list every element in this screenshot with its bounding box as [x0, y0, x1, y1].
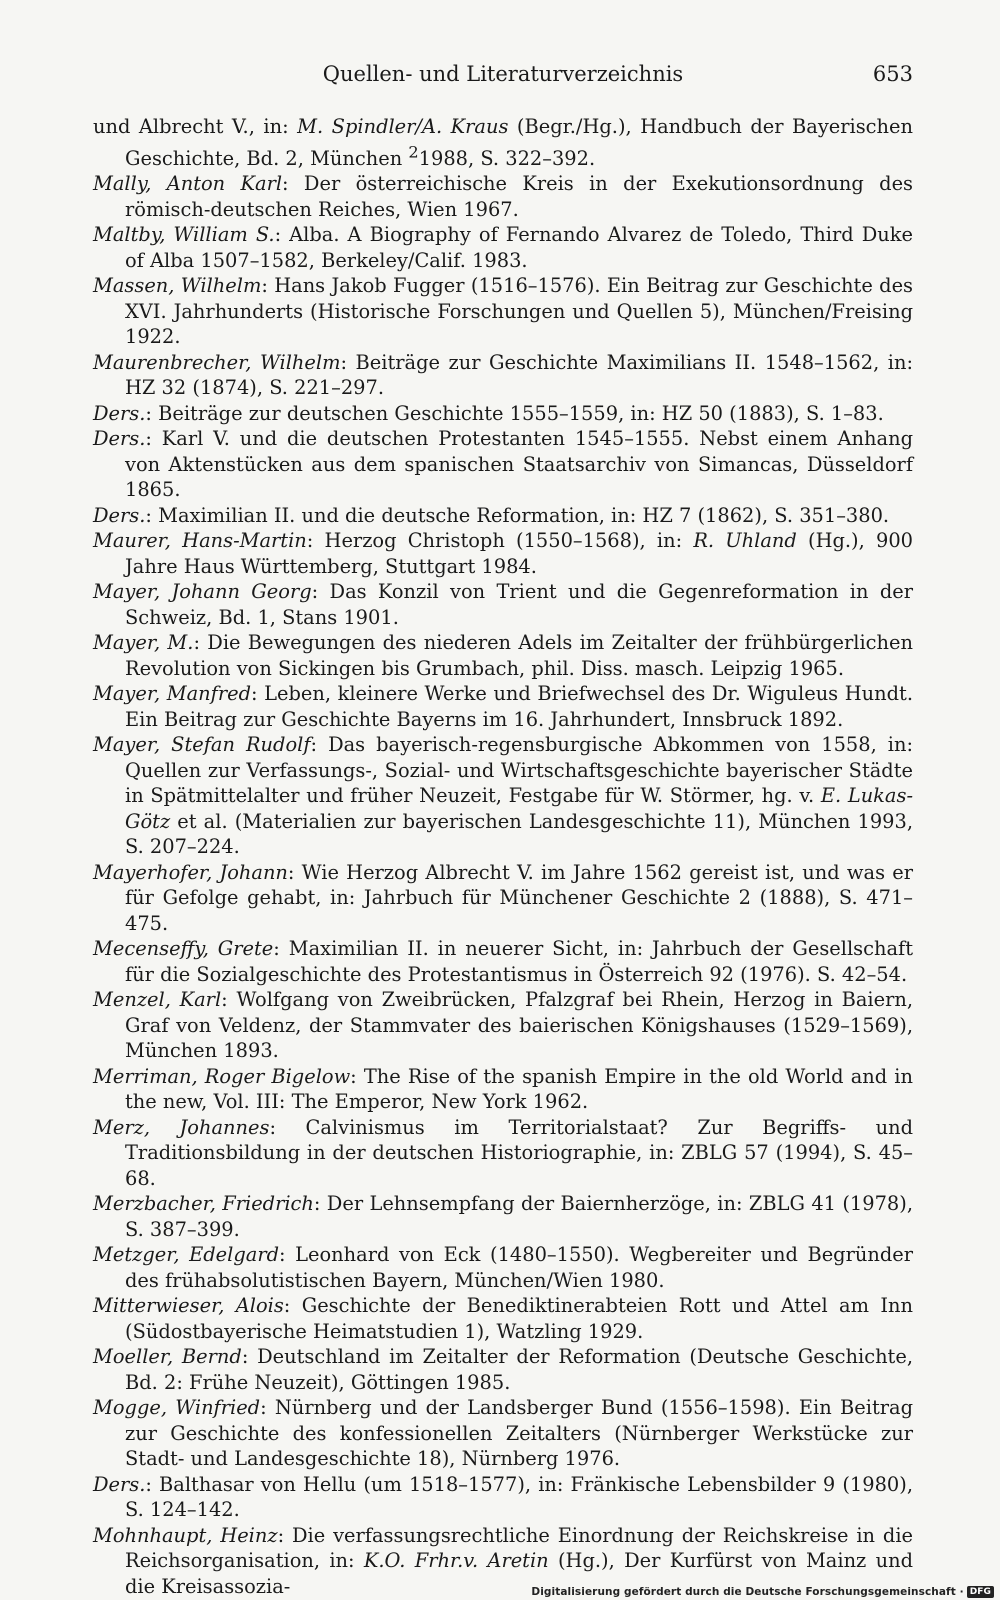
bibliography-entry — [93, 1115, 913, 1192]
entry-author: Menzel, Karl — [93, 988, 222, 1012]
dfg-logo: DFG — [967, 1586, 994, 1598]
credit-text: Digitalisierung gefördert durch die Deutsche Forschungsgemeinschaft · — [531, 1586, 964, 1598]
bibliography-entry — [93, 1472, 913, 1523]
bibliography-entry — [93, 579, 913, 630]
entry-author: Moeller, Bernd — [93, 1345, 242, 1369]
entry-author: Ders. — [93, 503, 146, 527]
entry-author: Mayer, M. — [93, 631, 194, 655]
entry-author: Merz, Johannes — [93, 1115, 270, 1139]
entry-text: : Karl V. und die deutschen Protestanten 1545–1555. Nebst einem Anhang von Aktenstücken aus dem spanischen Staatsarchiv von Simancas, Düsseldorf 1865. — [125, 427, 913, 502]
bibliography-entry — [93, 630, 913, 681]
entry-author: Maltby, William S. — [93, 223, 275, 247]
bibliography-entry — [93, 1064, 913, 1115]
bibliography-entry — [93, 350, 913, 401]
bibliography-entry — [93, 732, 913, 860]
bibliography-entry — [93, 936, 913, 987]
entry-author: Mohnhaupt, Heinz — [93, 1523, 278, 1547]
entry-text: : Wie Herzog Albrecht V. im Jahre 1562 gereist ist, und was er für Gefolge gehabt, in: Jahrbuch für Münchener Geschichte 2 (1888), S. 471–475. — [125, 860, 913, 935]
bibliography-entry — [93, 860, 913, 937]
entry-text: : Wolfgang von Zweibrücken, Pfalzgraf bei Rhein, Herzog in Baiern, Graf von Veldenz, der Stammvater des baierischen Königshauses (1529–1569), München 1893. — [125, 988, 913, 1063]
bibliography-entry — [93, 114, 913, 171]
bibliography-entry — [93, 681, 913, 732]
entry-text: : Die verfassungsrechtliche Einordnung der Reichskreise in die Reichsorganisation, in: K.O. Frhr.v. Aretin (Hg.), Der Kurfürst von Mainz und die Kreisassozia- — [125, 1523, 913, 1598]
entry-text: : The Rise of the spanish Empire in the old World and in the new, Vol. III: The Emperor, New York 1962. — [125, 1064, 913, 1114]
entry-author: Massen, Wilhelm — [93, 274, 262, 298]
entry-author: Mayer, Johann Georg — [93, 580, 312, 604]
entry-text: : Geschichte der Benediktinerabteien Rott und Attel am Inn (Südostbayerische Heimatstudien 1), Watzling 1929. — [125, 1294, 913, 1343]
bibliography-entry — [93, 1191, 913, 1242]
book-page — [93, 60, 913, 1599]
entry-text: : Maximilian II. in neuerer Sicht, in: Jahrbuch der Gesellschaft für die Sozialgeschichte des Protestantismus in Österreich 92 (1976). S. 42–54. — [125, 937, 913, 986]
entry-text: : Leben, kleinere Werke und Briefwechsel des Dr. Wiguleus Hundt. Ein Beitrag zur Geschichte Bayerns im 16. Jahrhundert, Innsbruck 1892. — [125, 682, 913, 731]
entry-text: : Beiträge zur deutschen Geschichte 1555–1559, in: HZ 50 (1883), S. 1–83. — [145, 401, 884, 425]
entry-text: und Albrecht V., in: M. Spindler/A. Kraus (Begr./Hg.), Handbuch der Bayerischen Geschichte, Bd. 2, München $^2$1988, S. 322–392. — [93, 115, 913, 170]
entry-text: : Leonhard von Eck (1480–1550). Wegbereiter und Begründer des frühabsolutistischen Bayern, München/Wien 1980. — [125, 1243, 913, 1292]
entry-author: Mayer, Manfred — [93, 682, 251, 706]
entry-author: Merzbacher, Friedrich — [93, 1192, 314, 1216]
bibliography-entry — [93, 528, 913, 579]
running-header — [93, 60, 913, 92]
bibliography-list — [93, 114, 913, 1599]
entry-author: Merriman, Roger Bigelow — [93, 1064, 351, 1088]
entry-text: : Beiträge zur Geschichte Maximilians II. 1548–1562, in: HZ 32 (1874), S. 221–297. — [125, 350, 913, 400]
entry-text: : Maximilian II. und die deutsche Reformation, in: HZ 7 (1862), S. 351–380. — [145, 503, 890, 527]
entry-author: Ders. — [93, 427, 146, 451]
entry-text: : Das Konzil von Trient und die Gegenreformation in der Schweiz, Bd. 1, Stans 1901. — [125, 580, 913, 629]
entry-author: Metzger, Edelgard — [93, 1243, 280, 1267]
bibliography-entry — [93, 1242, 913, 1293]
bibliography-entry — [93, 426, 913, 503]
bibliography-entry — [93, 987, 913, 1064]
page-number: 653 — [872, 62, 913, 86]
entry-text: : Calvinismus im Territorialstaat? Zur Begriffs- und Traditionsbildung in der deutschen Historiographie, in: ZBLG 57 (1994), S. 45–68. — [125, 1115, 913, 1190]
entry-author: Maurenbrecher, Wilhelm — [93, 350, 341, 374]
entry-author: Mitterwieser, Alois — [93, 1294, 284, 1318]
bibliography-entry — [93, 171, 913, 222]
entry-text: : Das bayerisch-regensburgische Abkommen von 1558, in: Quellen zur Verfassungs-, Sozial- und Wirtschaftsgeschichte bayerischer Städte in Spätmittelalter und früher Neuzeit, Festgabe für W. Störmer, hg. v. E. Lukas-Götz et al. (Materialien zur bayerischen Landesgeschichte 11), München 1993, S. 207–224. — [125, 733, 913, 859]
entry-text: : Hans Jakob Fugger (1516–1576). Ein Beitrag zur Geschichte des XVI. Jahrhunderts (Historische Forschungen und Quellen 5), München/Freising 1922. — [125, 274, 914, 349]
bibliography-entry — [93, 1293, 913, 1344]
entry-text: : Herzog Christoph (1550–1568), in: R. Uhland (Hg.), 900 Jahre Haus Württemberg, Stuttgart 1984. — [125, 529, 913, 578]
entry-author: Mayer, Stefan Rudolf — [93, 733, 311, 757]
entry-text: : Balthasar von Hellu (um 1518–1577), in: Fränkische Lebensbilder 9 (1980), S. 124–142. — [125, 1472, 913, 1522]
bibliography-entry — [93, 503, 913, 529]
entry-author: Mecenseffy, Grete — [93, 937, 274, 961]
bibliography-entry — [93, 1395, 913, 1472]
running-title: Quellen- und Literaturverzeichnis — [322, 62, 684, 86]
entry-author: Ders. — [93, 401, 146, 425]
entry-author: Mally, Anton Karl — [93, 172, 283, 196]
bibliography-entry — [93, 401, 913, 427]
entry-author: Ders. — [93, 1472, 146, 1496]
entry-text: : Der österreichische Kreis in der Exekutionsordnung des römisch-deutschen Reiches, Wien 1967. — [125, 172, 914, 221]
entry-author: Mogge, Winfried — [93, 1396, 261, 1420]
digitization-credit — [531, 1586, 994, 1598]
bibliography-entry — [93, 273, 913, 350]
entry-text: : Der Lehnsempfang der Baiernherzöge, in: ZBLG 41 (1978), S. 387–399. — [125, 1192, 913, 1241]
entry-text: : Die Bewegungen des niederen Adels im Zeitalter der frühbürgerlichen Revolution von Sickingen bis Grumbach, phil. Diss. masch. Leipzig 1965. — [125, 631, 913, 680]
entry-text: : Alba. A Biography of Fernando Alvarez de Toledo, Third Duke of Alba 1507–1582, Berkeley/Calif. 1983. — [125, 223, 913, 272]
entry-author: Maurer, Hans-Martin — [93, 529, 307, 553]
entry-text: : Nürnberg und der Landsberger Bund (1556–1598). Ein Beitrag zur Geschichte des konfessionellen Zeitalters (Nürnberger Werkstücke zur Stadt- und Landesgeschichte 18), Nürnberg 1976. — [125, 1396, 914, 1471]
entry-text: : Deutschland im Zeitalter der Reformation (Deutsche Geschichte, Bd. 2: Frühe Neuzeit), Göttingen 1985. — [125, 1345, 913, 1394]
bibliography-entry — [93, 1344, 913, 1395]
bibliography-entry — [93, 222, 913, 273]
entry-author: Mayerhofer, Johann — [93, 860, 288, 884]
